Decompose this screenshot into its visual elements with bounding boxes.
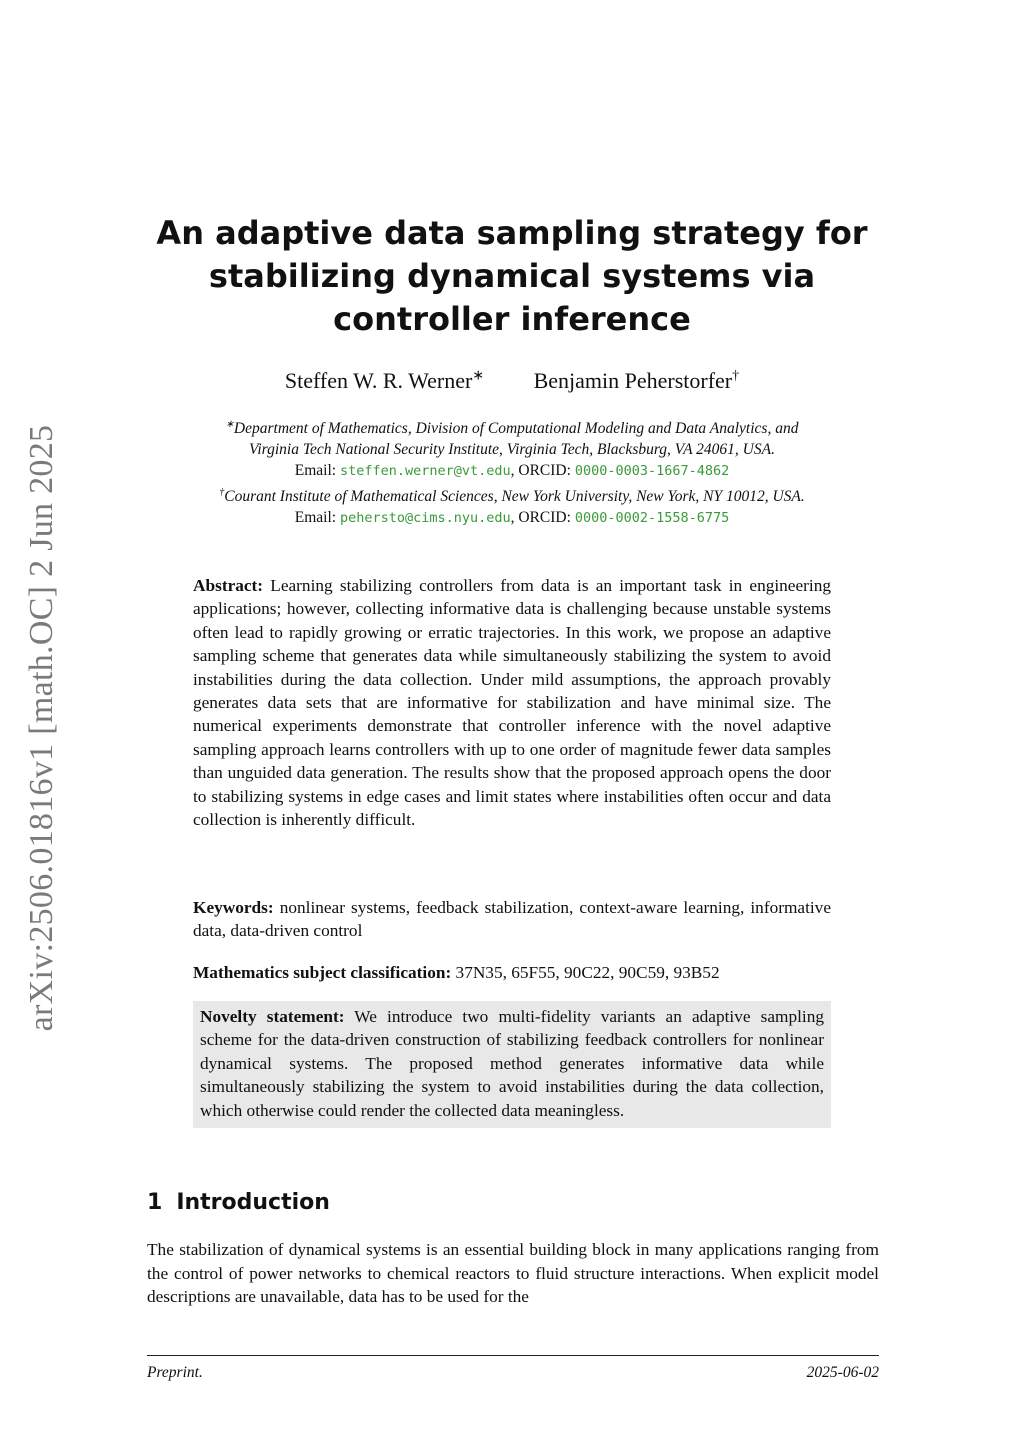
novelty-statement-box	[193, 1001, 831, 1128]
affiliation-1-line1: ∗Department of Mathematics, Division of Computational Modeling and Data Analytics, and	[225, 419, 799, 438]
affiliations	[110, 414, 914, 529]
footer-divider	[147, 1355, 879, 1356]
affiliation-1-contact: Email: steffen.werner@vt.edu, ORCID: 0000-0003-1667-4862	[294, 462, 730, 480]
section-heading	[147, 1190, 330, 1215]
keywords-text: nonlinear systems, feedback stabilization, context-aware learning, informative data, data-driven control	[193, 898, 831, 941]
abstract-text: Learning stabilizing controllers from data is an important task in engineering applications; however, collecting informative data is challenging because unstable systems often lead to rapidly growing or erratic trajectories. In this work, we propose an adaptive sampling scheme that generates data while simultaneously stabilizing the system to avoid instabilities during the data collection. Under mild assumptions, the approach provably generates data sets that are informative for stabilization and have minimal size. The numerical experiments demonstrate that controller inference with the novel adaptive sampling approach learns controllers with up to one order of magnitude fewer data samples than unguided data generation. The results show that the proposed approach opens the door to stabilizing systems in edge cases and limit states where instabilities often occur and data collection is inherently difficult.	[193, 576, 831, 830]
author-2: Benjamin Peherstorfer†	[533, 368, 740, 394]
msc-label: Mathematics subject classification:	[193, 963, 452, 982]
author-1: Steffen W. R. Werner∗	[284, 368, 485, 394]
msc	[193, 961, 831, 984]
email-link-1[interactable]: steffen.werner@vt.edu	[339, 463, 511, 480]
affiliation-2-contact: Email: pehersto@cims.nyu.edu, ORCID: 0000-0002-1558-6775	[294, 509, 730, 527]
affiliation-1-line2: Virginia Tech National Security Institute, Virginia Tech, Blacksburg, VA 24061, USA.	[249, 441, 775, 459]
keywords-label: Keywords:	[193, 898, 274, 917]
arxiv-sidebar-id: arXiv:2506.01816v1 [math.OC] 2 Jun 2025	[23, 424, 60, 1032]
orcid-link-1[interactable]: 0000-0003-1667-4862	[574, 463, 730, 480]
footer-preprint: Preprint.	[147, 1364, 203, 1381]
abstract	[193, 574, 831, 831]
footer-date: 2025-06-02	[806, 1364, 879, 1381]
section-title: Introduction	[176, 1190, 330, 1215]
novelty-label: Novelty statement:	[200, 1007, 345, 1026]
email-link-2[interactable]: pehersto@cims.nyu.edu	[339, 510, 511, 527]
keywords	[193, 896, 831, 943]
abstract-label: Abstract:	[193, 576, 264, 595]
author-list	[140, 368, 884, 394]
affiliation-2-line1: †Courant Institute of Mathematical Sciences, New York University, New York, NY 10012, USA.	[219, 487, 805, 506]
paper-title: An adaptive data sampling strategy for stabilizing dynamical systems via controller inference	[156, 214, 868, 338]
novelty-text: We introduce two multi-fidelity variants an adaptive sampling scheme for the data-driven construction of stabilizing feedback controllers for nonlinear dynamical systems. The proposed method generates informative data while simultaneously stabilizing the system to avoid instabilities during the data collection, which otherwise could render the collected data meaningless.	[200, 1007, 824, 1120]
section-number: 1	[147, 1190, 163, 1215]
msc-text: 37N35, 65F55, 90C22, 90C59, 93B52	[455, 963, 720, 982]
orcid-link-2[interactable]: 0000-0002-1558-6775	[574, 510, 730, 527]
intro-paragraph: The stabilization of dynamical systems is an essential building block in many applications ranging from the control of power networks to chemical reactors to fluid structure interactions. When explicit model descriptions are unavailable, data has to be used for the	[147, 1240, 879, 1307]
